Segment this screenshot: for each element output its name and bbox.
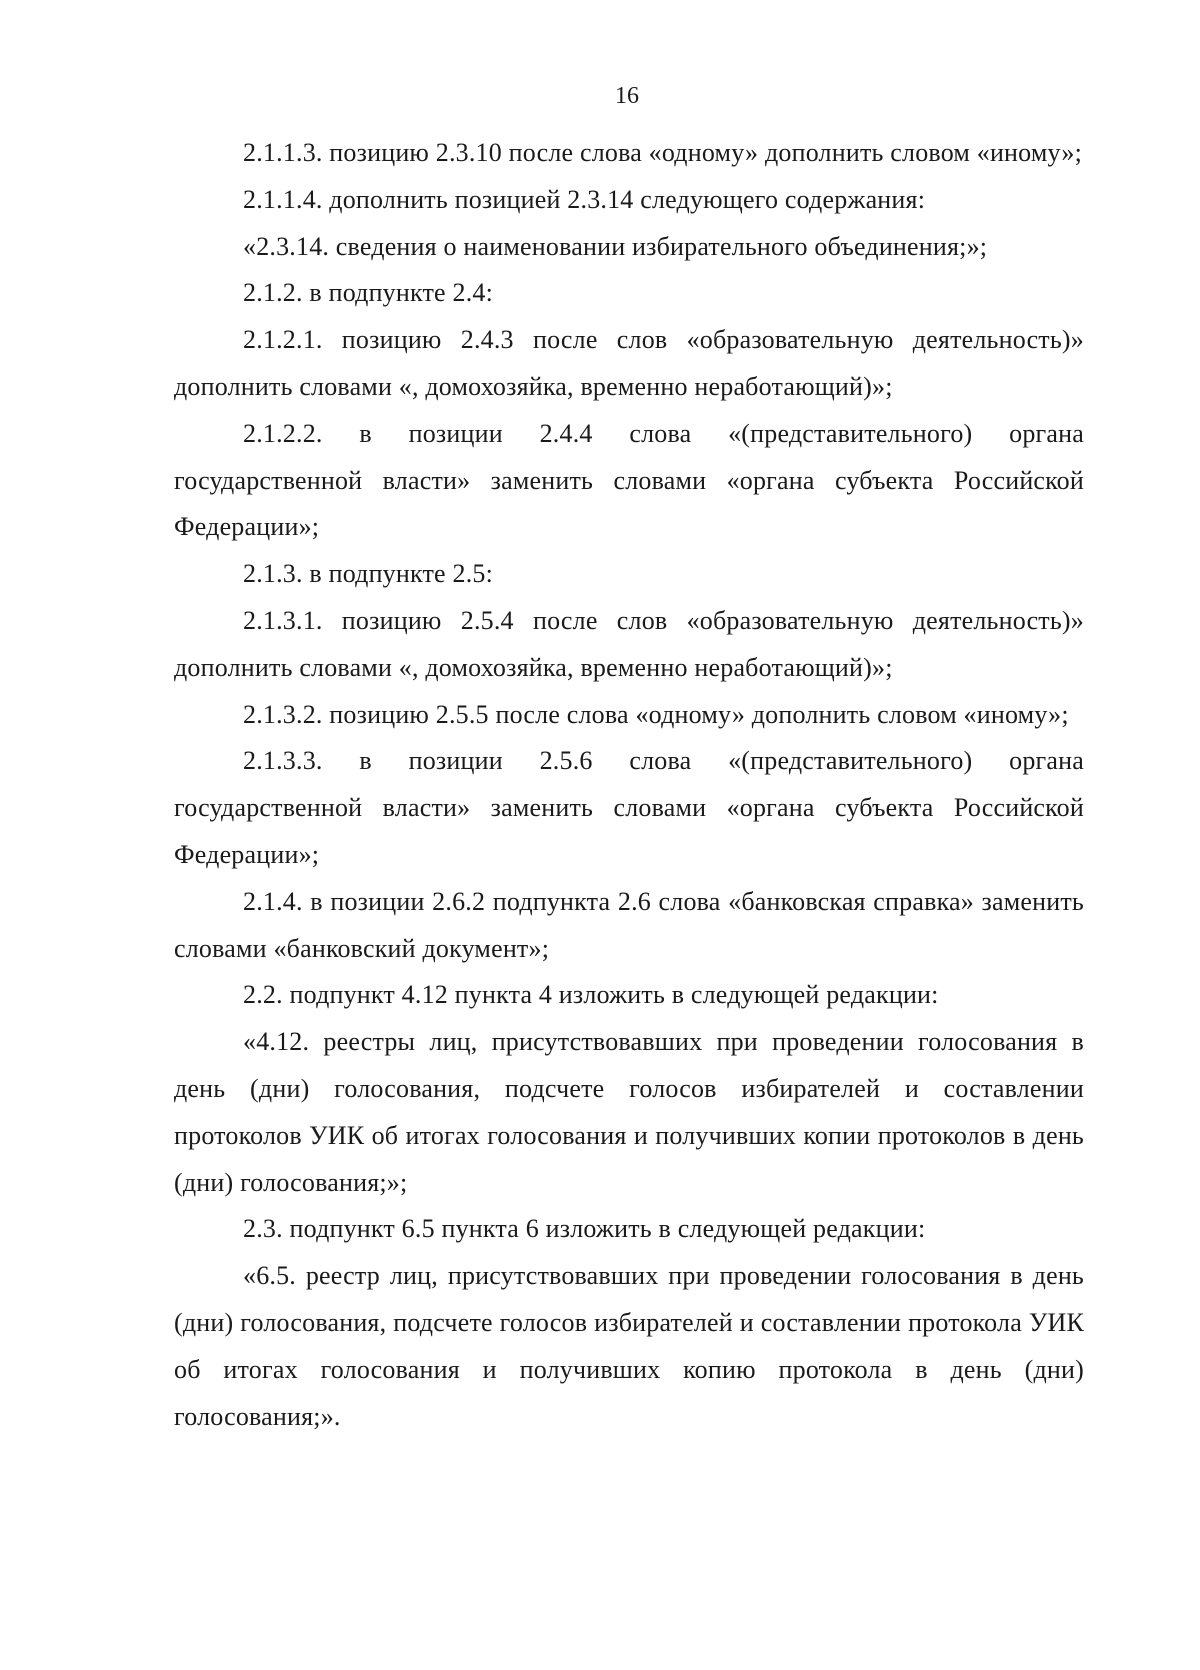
page-number: 16: [615, 83, 639, 109]
paragraph-2-1-3: 2.1.3. в подпункте 2.5:: [243, 559, 494, 589]
paragraph-2-1-2: 2.1.2. в подпункте 2.4:: [243, 278, 494, 308]
paragraph-2-1-1-3: 2.1.1.3. позицию 2.3.10 после слова «одному» дополнить словом «иному»;: [243, 138, 1083, 167]
paragraph-2-1-1-4: 2.1.1.4. дополнить позицией 2.3.14 следующего содержания:: [243, 184, 926, 214]
document-body: [174, 130, 1084, 1440]
paragraph-2-2: 2.2. подпункт 4.12 пункта 4 изложить в следующей редакции:: [243, 980, 939, 1010]
paragraph-2-1-3-1: 2.1.3.1. позицию 2.5.4 после слов «образовательную деятельность)» дополнить словами «, домохозяйка, временно неработающий)»;: [174, 605, 1084, 682]
paragraph-quote-6-5: «6.5. реестр лиц, присутствовавших при проведении голосования в день (дни) голосования, подсчете голосов избирателей и составлении протокола УИК об итогах голосования и получивших копию протокола в день (дни) голосования;».: [174, 1261, 1084, 1431]
paragraph-quote-2-3-14: «2.3.14. сведения о наименовании избирательного объединения;»;: [243, 231, 988, 261]
paragraph-quote-4-12: «4.12. реестры лиц, присутствовавших при проведении голосования в день (дни) голосования, подсчете голосов избирателей и составлении протоколов УИК об итогах голосования и получивших копии протоколов в день (дни) голосования;»;: [174, 1027, 1084, 1197]
paragraph-2-1-2-1: 2.1.2.1. позицию 2.4.3 после слов «образовательную деятельность)» дополнить словами «, домохозяйка, временно неработающий)»;: [174, 325, 1084, 401]
paragraph-2-1-3-3: 2.1.3.3. в позиции 2.5.6 слова «(представительного) органа государственной власти» заменить словами «органа субъекта Российской Федерации»;: [174, 746, 1084, 869]
paragraph-2-1-4: 2.1.4. в позиции 2.6.2 подпункта 2.6 слова «банковская справка» заменить словами «банковский документ»;: [174, 886, 1084, 963]
paragraph-2-1-3-2: 2.1.3.2. позицию 2.5.5 после слова «одному» дополнить словом «иному»;: [243, 699, 1069, 729]
paragraph-2-3: 2.3. подпункт 6.5 пункта 6 изложить в следующей редакции:: [243, 1214, 926, 1244]
paragraph-2-1-2-2: 2.1.2.2. в позиции 2.4.4 слова «(представительного) органа государственной власти» заменить словами «органа субъекта Российской Федерации»;: [174, 418, 1084, 542]
